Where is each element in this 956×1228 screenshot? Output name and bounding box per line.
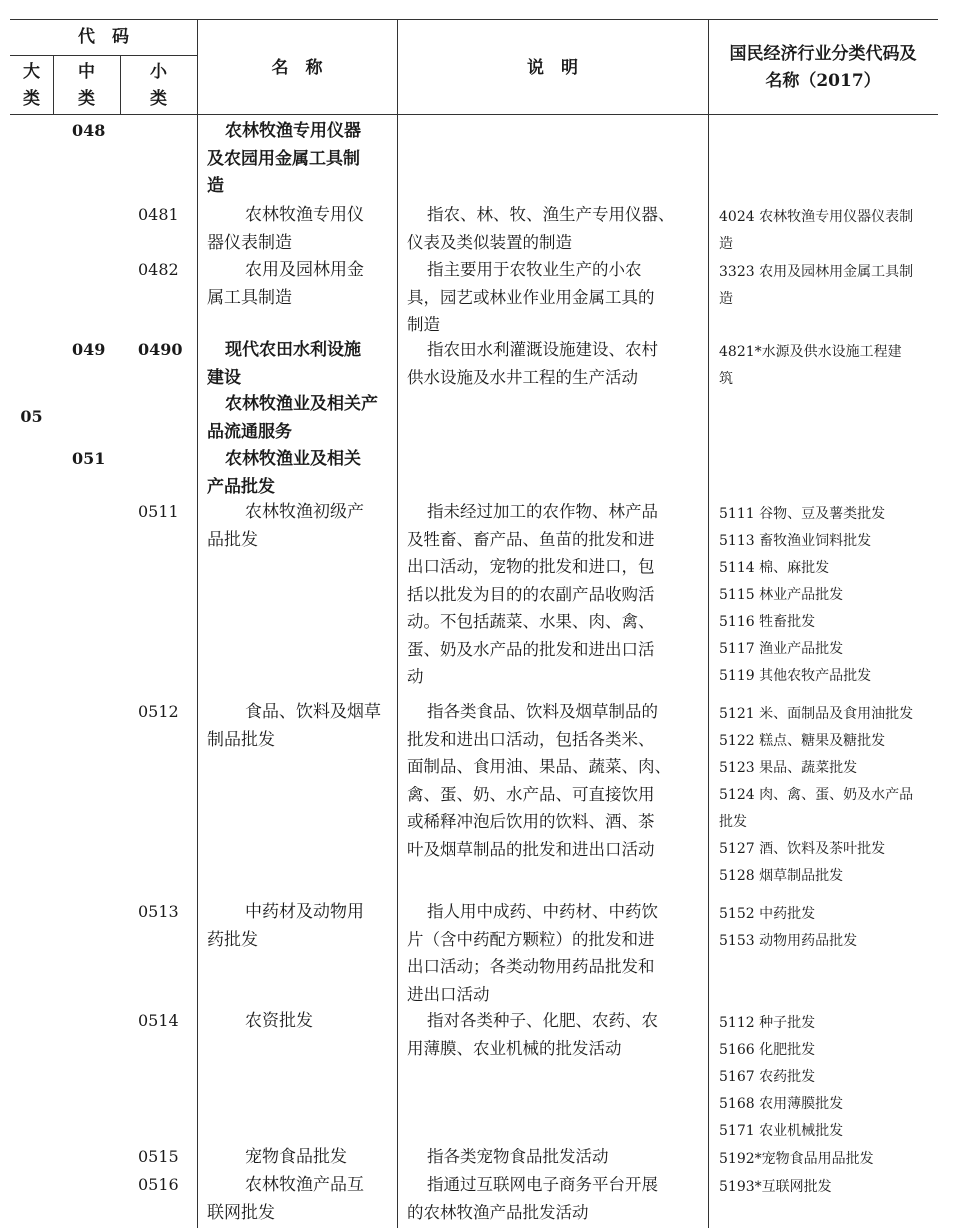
description-line: 动。不包括蔬菜、水果、肉、禽、 (407, 612, 655, 631)
header-reference-2: 名称（2017） (765, 71, 881, 91)
header-major-2: 类 (23, 89, 40, 109)
reference-code-line: 5171 农业机械批发 (719, 1123, 844, 1139)
description-line: 括以批发为目的的农副产品收购活 (407, 584, 655, 604)
description-line: 进出口活动 (407, 984, 490, 1004)
header-description: 说 明 (527, 58, 578, 78)
category-name-line: 药批发 (207, 929, 258, 950)
minor-class-code: 0482 (138, 260, 179, 279)
description-line: 仪表及类似装置的制造 (407, 232, 572, 252)
reference-code-line: 5153 动物用药品批发 (719, 933, 858, 949)
description-line: 指各类食品、饮料及烟草制品的 (427, 702, 658, 721)
category-name-line: 品批发 (207, 529, 258, 550)
reference-code-line: 5116 牲畜批发 (719, 614, 816, 630)
category-name-line: 农林牧渔产品互 (245, 1175, 364, 1195)
description-line: 批发和进出口活动，包括各类米、 (407, 729, 655, 749)
description-line: 或稀释冲泡后饮用的饮料、酒、茶 (407, 812, 655, 831)
col-divider-desc (708, 19, 709, 1228)
header-reference-1: 国民经济行业分类代码及 (729, 44, 917, 64)
table-top-border (10, 19, 938, 20)
description-line: 指通过互联网电子商务平台开展 (427, 1175, 658, 1194)
description-line: 具，园艺或林业作业用金属工具的 (407, 287, 655, 307)
description-line: 指各类宠物食品批发活动 (427, 1147, 609, 1166)
category-name-line: 建设 (207, 367, 241, 388)
reference-code-line: 5124 肉、禽、蛋、奶及水产品 (719, 787, 914, 803)
category-name-line: 中药材及动物用 (245, 902, 364, 922)
major-code: 05 (20, 407, 43, 426)
reference-code-line: 筑 (719, 371, 733, 387)
minor-class-code: 0512 (138, 702, 179, 721)
description-line: 指未经过加工的农作物、林产品 (427, 502, 658, 521)
reference-code-line: 5122 糕点、糖果及糖批发 (719, 733, 886, 749)
reference-code-line: 5193*互联网批发 (719, 1179, 832, 1195)
reference-code-line: 5167 农药批发 (719, 1069, 816, 1085)
description-line: 动 (407, 667, 424, 686)
description-line: 指农田水利灌溉设施建设、农村 (427, 340, 658, 359)
code-header-divider (10, 55, 197, 56)
reference-code-line: 5115 林业产品批发 (719, 587, 844, 603)
col-divider-code (197, 19, 198, 1228)
middle-class-code: 049 (72, 340, 106, 359)
category-name-line: 器仪表制造 (207, 232, 292, 253)
description-line: 蛋、奶及水产品的批发和进出口活 (407, 639, 655, 659)
reference-code-line: 5123 果品、蔬菜批发 (719, 760, 858, 776)
reference-code-line: 4821*水源及供水设施工程建 (719, 344, 902, 360)
description-line: 出口活动；各类动物用药品批发和 (407, 957, 655, 976)
minor-class-code: 0490 (138, 340, 183, 359)
minor-class-code: 0481 (138, 205, 179, 224)
category-name-line: 农林牧渔业及相关 (225, 449, 361, 469)
minor-class-code: 0513 (138, 902, 179, 921)
category-name-line: 农用及园林用金 (245, 260, 364, 280)
middle-class-code: 048 (72, 121, 106, 140)
reference-code-line: 5117 渔业产品批发 (719, 641, 844, 657)
reference-code-line: 5127 酒、饮料及茶叶批发 (719, 841, 886, 857)
description-line: 禽、蛋、奶、水产品、可直接饮用 (407, 784, 655, 804)
category-name-line: 农林牧渔专用仪 (245, 205, 364, 225)
description-line: 指对各类种子、化肥、农药、农 (427, 1011, 658, 1030)
description-line: 指农、林、牧、渔生产专用仪器、 (427, 205, 675, 224)
reference-code-line: 5114 棉、麻批发 (719, 560, 830, 576)
category-name-line: 农林牧渔初级产 (245, 502, 364, 522)
reference-code-line: 造 (719, 291, 733, 307)
reference-code-line: 4024 农林牧渔专用仪器仪表制 (719, 209, 914, 225)
minor-class-code: 0515 (138, 1147, 179, 1166)
category-name-line: 品流通服务 (207, 421, 292, 442)
category-name-line: 制品批发 (207, 729, 275, 750)
reference-code-line: 5168 农用薄膜批发 (719, 1096, 844, 1112)
description-line: 制造 (407, 315, 440, 334)
reference-code-line: 3323 农用及园林用金属工具制 (719, 264, 914, 280)
description-line: 面制品、食用油、果品、蔬菜、肉、 (407, 757, 671, 776)
header-code: 代 码 (78, 27, 129, 47)
minor-class-code: 0514 (138, 1011, 179, 1030)
description-line: 片（含中药配方颗粒）的批发和进 (407, 929, 655, 949)
category-name-line: 农林牧渔业及相关产 (225, 394, 378, 414)
reference-code-line: 5121 米、面制品及食用油批发 (719, 706, 914, 722)
reference-code-line: 5166 化肥批发 (719, 1042, 816, 1058)
reference-code-line: 造 (719, 236, 733, 252)
category-name-line: 农林牧渔专用仪器 (225, 121, 361, 141)
reference-code-line: 5111 谷物、豆及薯类批发 (719, 506, 886, 522)
description-line: 及牲畜、畜产品、鱼苗的批发和进 (407, 529, 655, 549)
col-divider-name (397, 19, 398, 1228)
category-name-line: 食品、饮料及烟草 (245, 702, 381, 722)
description-line: 叶及烟草制品的批发和进出口活动 (407, 839, 655, 859)
header-middle-2: 类 (78, 89, 95, 109)
header-middle-1: 中 (78, 62, 95, 82)
category-name-line: 产品批发 (207, 476, 275, 497)
reference-code-line: 5113 畜牧渔业饲料批发 (719, 533, 872, 549)
category-name-line: 造 (207, 176, 224, 196)
description-line: 用薄膜、农业机械的批发活动 (407, 1038, 622, 1058)
header-minor-2: 类 (150, 89, 167, 109)
description-line: 指主要用于农牧业生产的小农 (427, 260, 642, 279)
header-bottom-border (10, 114, 938, 115)
header-major-1: 大 (23, 62, 40, 82)
reference-code-line: 批发 (719, 814, 747, 830)
description-line: 供水设施及水井工程的生产活动 (407, 367, 638, 387)
minor-class-code: 0516 (138, 1175, 179, 1194)
category-name-line: 宠物食品批发 (245, 1147, 347, 1167)
header-minor-1: 小 (150, 62, 167, 82)
category-name-line: 农资批发 (245, 1011, 313, 1031)
category-name-line: 属工具制造 (207, 287, 292, 308)
category-name-line: 及农园用金属工具制 (207, 148, 360, 169)
category-name-line: 现代农田水利设施 (225, 340, 361, 360)
description-line: 的农林牧渔产品批发活动 (407, 1202, 589, 1222)
reference-code-line: 5112 种子批发 (719, 1015, 816, 1031)
reference-code-line: 5128 烟草制品批发 (719, 868, 844, 884)
reference-code-line: 5192*宠物食品用品批发 (719, 1151, 874, 1167)
middle-class-code: 051 (72, 449, 106, 468)
description-line: 指人用中成药、中药材、中药饮 (427, 902, 658, 921)
category-name-line: 联网批发 (207, 1202, 275, 1223)
description-line: 出口活动，宠物的批发和进口，包 (407, 557, 655, 576)
reference-code-line: 5119 其他农牧产品批发 (719, 668, 872, 684)
header-name: 名 称 (271, 58, 323, 78)
minor-class-code: 0511 (138, 502, 179, 521)
reference-code-line: 5152 中药批发 (719, 906, 816, 922)
